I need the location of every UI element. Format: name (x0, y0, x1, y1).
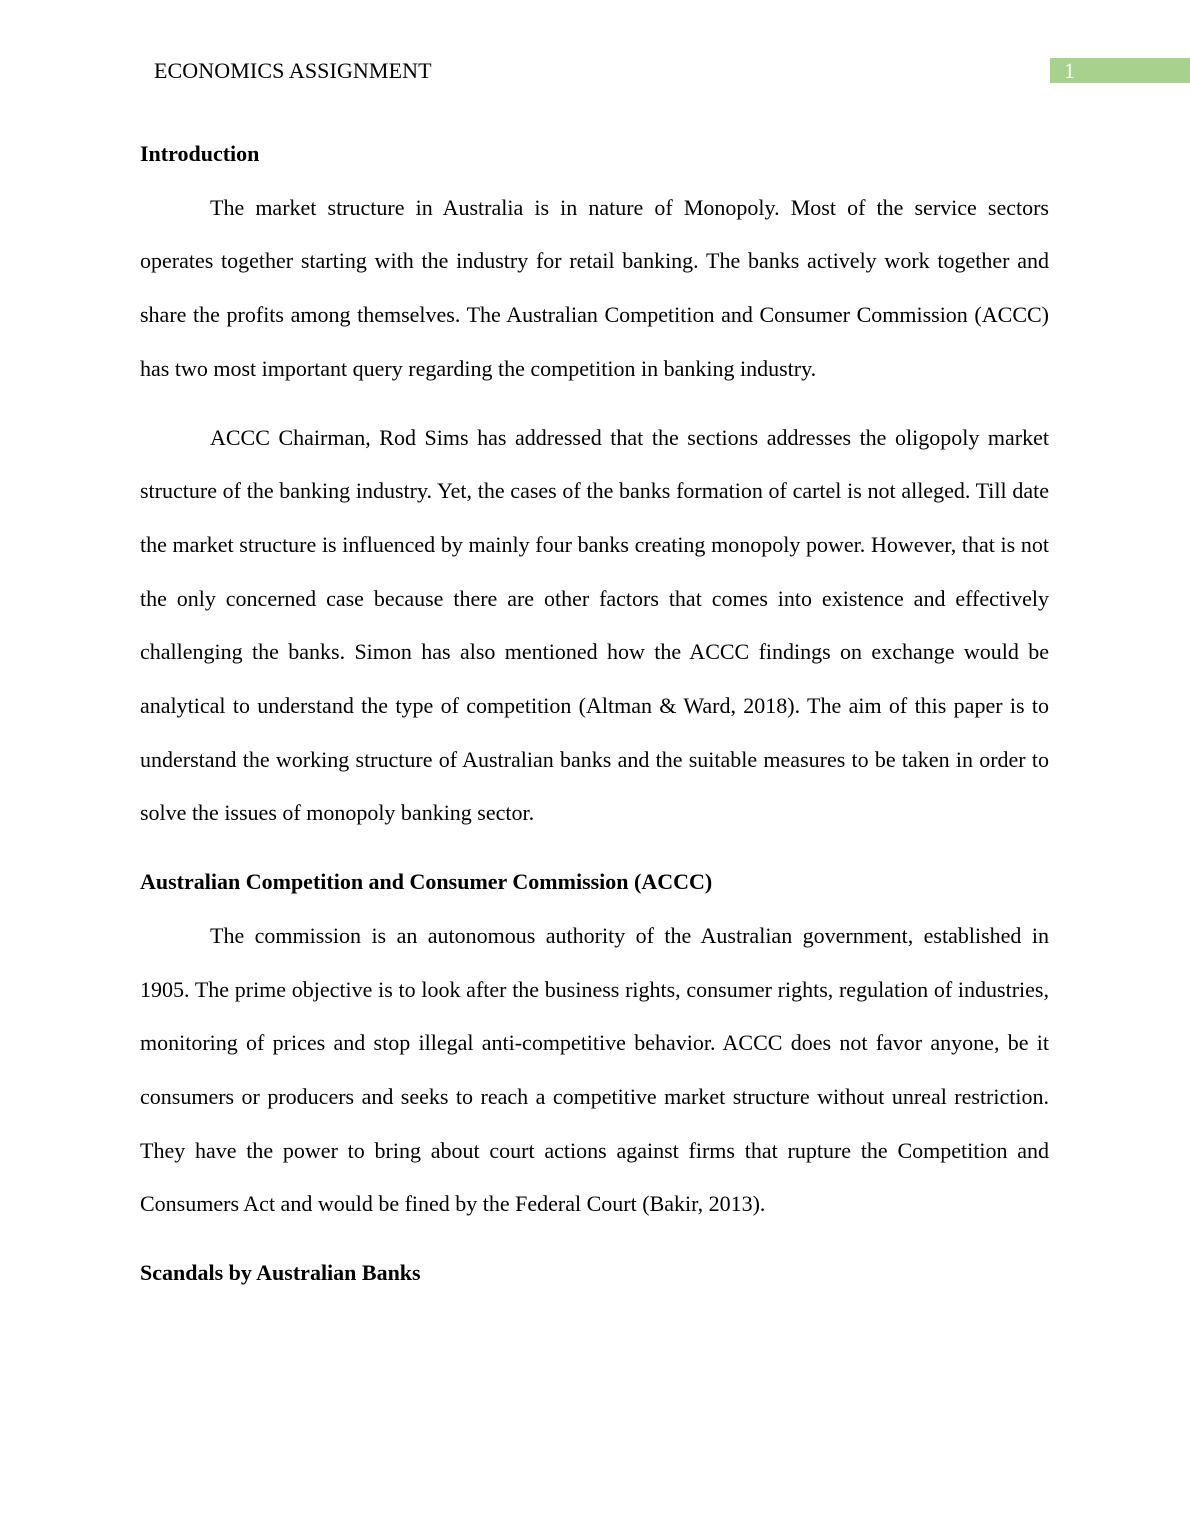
page-number: 1 (1064, 58, 1075, 83)
body-paragraph: ACCC Chairman, Rod Sims has addressed that the sections addresses the oligopoly market structure of the banking industry. Yet, the cases of the banks formation of cartel is not alleged. Till date the market structure is influenced by mainly four banks creating monopoly power. However, that is not the only concerned case because there are other factors that comes into existence and effectively challenging the banks. Simon has also mentioned how the ACCC findings on exchange would be analytical to understand the type of competition (Altman & Ward, 2018). The aim of this paper is to understand the working structure of Australian banks and the suitable measures to be taken in order to solve the issues of monopoly banking sector. (140, 424, 1049, 826)
section-accc (140, 855, 1049, 1231)
section-heading: Introduction (140, 141, 260, 166)
running-header-title: ECONOMICS ASSIGNMENT (154, 58, 432, 83)
page-number-badge (1050, 58, 1190, 83)
document-body (140, 127, 1049, 1300)
section-introduction (140, 127, 1049, 840)
section-heading: Australian Competition and Consumer Commission (ACCC) (140, 869, 713, 895)
body-paragraph: The market structure in Australia is in nature of Monopoly. Most of the service sectors operates together starting with the industry for retail banking. The banks actively work together and share the profits among themselves. The Australian Competition and Consumer Commission (ACCC) has two most important query regarding the competition in banking industry. (140, 194, 1049, 381)
section-heading: Scandals by Australian Banks (140, 1260, 421, 1286)
body-paragraph: The commission is an autonomous authority of the Australian government, established in 1905. The prime objective is to look after the business rights, consumer rights, regulation of industries, monitoring of prices and stop illegal anti-competitive behavior. ACCC does not favor anyone, be it consumers or producers and seeks to reach a competitive market structure without unreal restriction. They have the power to bring about court actions against firms that rupture the Competition and Consumers Act and would be fined by the Federal Court (Bakir, 2013). (140, 922, 1049, 1217)
section-scandals (140, 1246, 1049, 1300)
